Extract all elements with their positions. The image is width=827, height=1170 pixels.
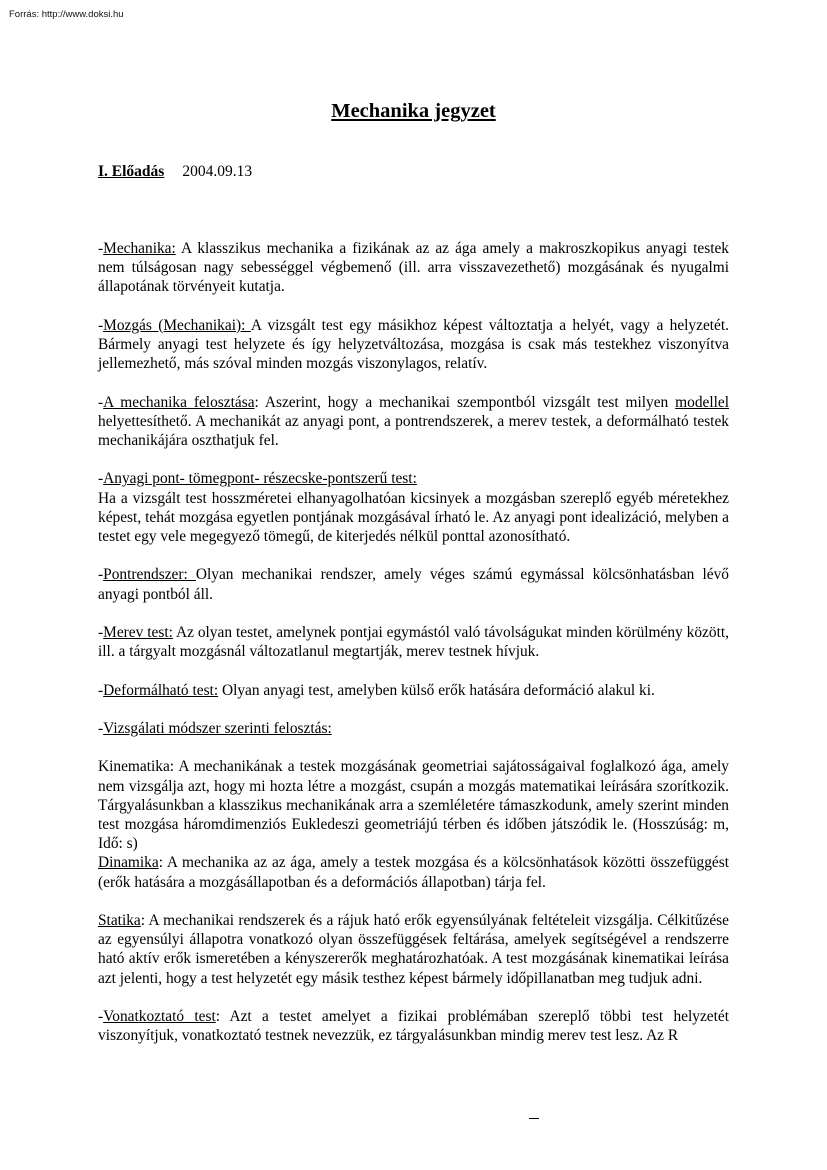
paragraph-dinamika <box>98 853 729 891</box>
term-vizsgalati: Vizsgálati módszer szerinti felosztás: <box>103 719 332 737</box>
document-body <box>98 239 729 1045</box>
paragraph-text: A klasszikus mechanika a fizikának az az ága amely a makroszkopikus anyagi testek nem túlságosan nagy sebességgel végbemenő (ill. arra visszavezethető) mozgásának és nyugalmi állapotának törvényeit kutatja. <box>98 240 729 296</box>
lecture-label: I. Előadás <box>98 163 165 180</box>
term-mechanika: Mechanika: <box>103 240 176 257</box>
paragraph-text: : Azt a testet amelyet a fizikai problémában szereplő többi test helyzetét viszonyítjuk, vonatkoztató testnek nevezzük, ez tárgyalásunkban mindig merev test lesz. Az R <box>98 1007 729 1045</box>
term-statika: Statika <box>98 911 141 929</box>
term-deformalhato: Deformálható test: <box>103 681 219 699</box>
dash: - <box>98 393 104 411</box>
term-anyagi-pont: Anyagi pont- tömegpont- részecske-pontszerű test: <box>103 470 417 488</box>
paragraph-statika <box>98 911 729 988</box>
term-mozgas: Mozgás (Mechanikai): <box>103 316 251 334</box>
dash: - <box>98 240 104 257</box>
paragraph-text: A vizsgált test egy másikhoz képest változtatja a helyét, vagy a helyzetét. Bármely anyagi test helyzete és így helyzetváltozása, mozgása is csak más testekhez viszonyítva jellemezhető, más szóval minden mozgás viszonylagos, relatív. <box>98 316 730 373</box>
paragraph-kinematika <box>98 757 729 853</box>
lecture-header <box>98 163 252 181</box>
page-mark <box>529 1118 539 1119</box>
dash: - <box>98 719 104 737</box>
paragraph-text: Az olyan testet, amelynek pontjai egymástól való távolságukat minden körülmény között, ill. a tárgyalt mozgásnál változatlanul megtartják, merev testnek hívjuk. <box>98 623 729 661</box>
paragraph-text: : A mechanikai rendszerek és a rájuk ható erők egyensúlyának feltételeit vizsgálja. Célkitűzése az egyensúlyi állapotra vonatkozó olyan összefüggések feltárása, amelyek segítségével a rendszerre ható aktív erők ismeretében a kényszererők meghatározhatóak. A test mozgásának kinematikai leírása azt jelenti, hogy a test helyzetét egy másik testhez képest bármely időpillanatban meg tudjuk adni. <box>98 911 729 987</box>
paragraph-text-2: helyettesíthető. A mechanikát az anyagi pont, a pontrendszerek, a merev testek, a deformálható testek mechanikájára oszthatjuk fel. <box>98 412 729 449</box>
term-vonatkoztato: Vonatkoztató test <box>103 1007 216 1025</box>
paragraph-vizsgalati <box>98 719 729 738</box>
term-dinamika: Dinamika <box>98 854 159 872</box>
paragraph-text: Olyan mechanikai rendszer, amely véges számú egymással kölcsönhatásban lévő anyagi pontból áll. <box>98 566 729 603</box>
paragraph-text: : Aszerint, hogy a mechanikai szempontból vizsgált test milyen <box>254 393 676 411</box>
paragraph-mozgas <box>98 316 729 374</box>
paragraph-pontrendszer <box>98 565 729 603</box>
term-merev-test: Merev test: <box>103 623 173 641</box>
paragraph-deformalhato <box>98 681 729 700</box>
term-pontrendszer: Pontrendszer: <box>103 566 196 584</box>
paragraph-felosztas <box>98 393 729 451</box>
dash: - <box>98 316 104 334</box>
dash: - <box>98 470 104 488</box>
dash: - <box>98 1007 104 1025</box>
paragraph-vonatkoztato <box>98 1007 729 1045</box>
page-title: Mechanika jegyzet <box>331 100 496 122</box>
term-modellel: modellel <box>675 393 730 411</box>
lecture-date: 2004.09.13 <box>182 163 253 180</box>
term-felosztas: A mechanika felosztása <box>103 393 255 411</box>
paragraph-anyagi-pont <box>98 469 729 546</box>
paragraph-text: : A mechanika az az ága, amely a testek mozgása és a kölcsönhatások közötti összefüggést (erők hatására a mozgásállapotban és a deformációs állapotban) tárja fel. <box>98 854 729 891</box>
paragraph-text: Kinematika: A mechanikának a testek mozgásának geometriai sajátosságaival foglalkozó ága, amely nem vizsgálja azt, hogy mi hozta létre a mozgást, csupán a mozgás matematikai leírására szorítkozik. Tárgyalásunkban a klasszikus mechanikának arra a szemléletére támaszkodunk, amely szerint minden test mozgása háromdimenziós Eukledeszi geometriájú térben és időben játszódik le. (Hosszúság: m, Idő: s) <box>98 758 729 853</box>
dash: - <box>98 681 104 699</box>
dash: - <box>98 566 104 584</box>
dash: - <box>98 623 104 641</box>
paragraph-text: Ha a vizsgált test hosszméretei elhanyagolhatóan kicsinyek a mozgásban szereplő egyéb méretekhez képest, tehát mozgása egyetlen pontjának mozgásával írható le. Az anyagi pont idealizáció, melyben a testet egy vele megegyező tömegű, de kiterjedés nélkül ponttal azonosítható. <box>98 489 729 545</box>
paragraph-mechanika <box>98 239 729 297</box>
paragraph-text: Olyan anyagi test, amelyben külső erők hatására deformáció alakul ki. <box>218 681 655 699</box>
paragraph-merev-test <box>98 623 729 661</box>
source-url: Forrás: http://www.doksi.hu <box>9 9 124 20</box>
